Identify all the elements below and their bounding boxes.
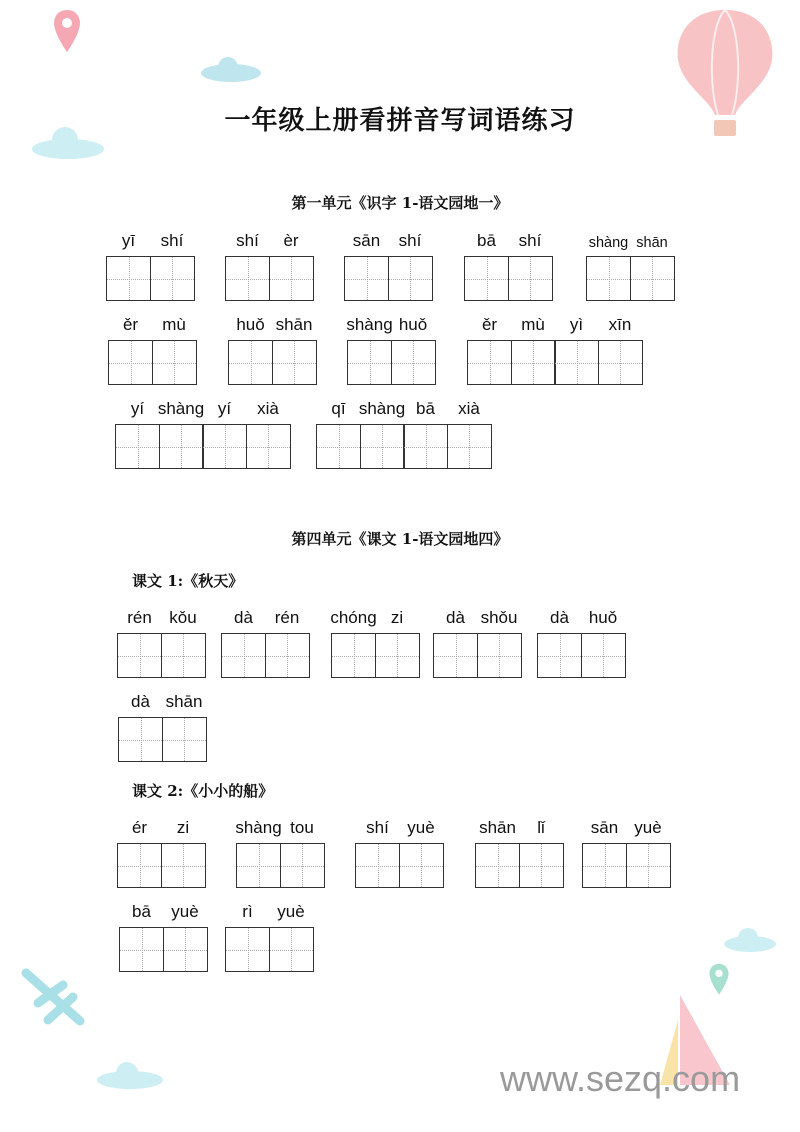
- pinyin-label: xīn: [608, 315, 632, 334]
- writing-box[interactable]: [316, 399, 361, 469]
- pinyin-label: yuè: [277, 902, 305, 921]
- section-heading-unit-1: 第一单元《识字 1-语文园地一》: [291, 194, 509, 212]
- writing-grid-group: [586, 235, 675, 301]
- writing-grid-group: [119, 902, 208, 972]
- writing-box[interactable]: [630, 235, 675, 301]
- writing-grid-group: [464, 231, 553, 301]
- writing-box[interactable]: [581, 608, 626, 678]
- writing-box[interactable]: [582, 818, 627, 888]
- pinyin-label: lǐ: [537, 818, 545, 837]
- pinyin-label: shàng: [157, 399, 205, 418]
- writing-box[interactable]: [269, 231, 314, 301]
- writing-grid-group: [475, 818, 564, 888]
- pinyin-label: dà: [131, 692, 150, 711]
- pinyin-label: bā: [132, 902, 151, 921]
- writing-grid-group: [225, 902, 314, 972]
- pinyin-label: sān: [352, 231, 381, 250]
- pinyin-label: yuè: [171, 902, 199, 921]
- writing-box[interactable]: [157, 399, 205, 469]
- cloud-icon: [200, 55, 262, 83]
- writing-box[interactable]: [375, 608, 420, 678]
- writing-box[interactable]: [346, 315, 393, 385]
- pinyin-label: shàng: [235, 818, 282, 837]
- writing-box[interactable]: [265, 608, 310, 678]
- pinyin-label: tou: [290, 818, 314, 837]
- writing-grid-group: [355, 818, 444, 888]
- pinyin-label: yí: [217, 399, 232, 418]
- writing-grid-group: [117, 818, 206, 888]
- pinyin-label: dà: [234, 608, 253, 627]
- pinyin-label: ěr: [122, 315, 139, 334]
- writing-grid-group: [117, 608, 206, 678]
- writing-grid-group: [235, 818, 325, 888]
- writing-box[interactable]: [447, 399, 492, 469]
- pinyin-label: zi: [176, 818, 190, 837]
- section-heading-unit-4: 第四单元《课文 1-语文园地四》: [291, 530, 509, 548]
- writing-box[interactable]: [119, 902, 164, 972]
- writing-box[interactable]: [586, 235, 631, 301]
- writing-box[interactable]: [269, 902, 314, 972]
- writing-box[interactable]: [163, 902, 208, 972]
- writing-box[interactable]: [344, 231, 389, 301]
- pinyin-label: shàng: [358, 399, 406, 418]
- pinyin-label: shí: [160, 231, 184, 250]
- writing-box[interactable]: [108, 315, 153, 385]
- writing-grid-group: [221, 608, 310, 678]
- writing-box[interactable]: [508, 231, 553, 301]
- pinyin-label: yuè: [407, 818, 435, 837]
- writing-box[interactable]: [161, 608, 206, 678]
- writing-box[interactable]: [358, 399, 406, 469]
- pinyin-label: ěr: [481, 315, 498, 334]
- writing-grid-group: [118, 692, 207, 762]
- writing-box[interactable]: [280, 818, 325, 888]
- writing-box[interactable]: [388, 231, 433, 301]
- pinyin-label: rén: [274, 608, 300, 627]
- writing-box[interactable]: [355, 818, 400, 888]
- writing-box[interactable]: [272, 315, 317, 385]
- writing-box[interactable]: [330, 608, 377, 678]
- lesson-heading-1: 课文 1:《秋天》: [132, 572, 244, 590]
- pinyin-label: huǒ: [236, 315, 265, 334]
- pinyin-label: èr: [283, 231, 299, 250]
- pinyin-label: shān: [165, 692, 203, 711]
- writing-box[interactable]: [467, 315, 512, 385]
- pinyin-label: dà: [446, 608, 465, 627]
- writing-grid-group: [433, 608, 522, 678]
- pinyin-label: shān: [275, 315, 313, 334]
- writing-box[interactable]: [519, 818, 564, 888]
- writing-box[interactable]: [464, 231, 509, 301]
- lesson-heading-2: 课文 2:《小小的船》: [132, 782, 274, 800]
- pinyin-label: mù: [162, 315, 186, 334]
- writing-box[interactable]: [399, 818, 444, 888]
- pinyin-label: shān: [479, 818, 516, 837]
- writing-box[interactable]: [221, 608, 266, 678]
- writing-box[interactable]: [118, 692, 163, 762]
- pinyin-label: shí: [398, 231, 422, 250]
- writing-box[interactable]: [391, 315, 436, 385]
- writing-grid-group: [344, 231, 433, 301]
- writing-box[interactable]: [228, 315, 273, 385]
- writing-box[interactable]: [106, 231, 151, 301]
- pinyin-label: yī: [121, 231, 136, 250]
- writing-box[interactable]: [246, 399, 291, 469]
- pinyin-label: chóng: [330, 608, 377, 627]
- writing-box[interactable]: [477, 608, 522, 678]
- pinyin-label: huǒ: [398, 315, 428, 334]
- writing-box[interactable]: [152, 315, 197, 385]
- pinyin-label: shān: [636, 235, 668, 251]
- pinyin-label: qī: [331, 399, 346, 418]
- writing-box[interactable]: [161, 818, 206, 888]
- writing-grid-group: [346, 315, 436, 385]
- pinyin-label: sān: [590, 818, 619, 837]
- pinyin-label: shǒu: [480, 608, 518, 627]
- pinyin-label: shàng: [346, 315, 393, 334]
- writing-grid-group: [115, 399, 291, 469]
- writing-box[interactable]: [554, 315, 599, 385]
- pinyin-label: rén: [127, 608, 152, 627]
- writing-grid-group: [582, 818, 671, 888]
- writing-grid-group: [467, 315, 643, 385]
- writing-grid-group: [537, 608, 626, 678]
- writing-grid-group: [316, 399, 492, 469]
- writing-grid-group: [228, 315, 317, 385]
- pinyin-label: bā: [416, 399, 435, 418]
- writing-grid-group: [330, 608, 420, 678]
- writing-box[interactable]: [537, 608, 582, 678]
- airplane-icon: [18, 965, 88, 1035]
- pinyin-label: shí: [518, 231, 542, 250]
- pinyin-label: huǒ: [588, 608, 618, 627]
- pinyin-label: yuè: [634, 818, 662, 837]
- pinyin-label: zi: [390, 608, 404, 627]
- pinyin-label: rì: [242, 902, 253, 921]
- writing-box[interactable]: [626, 818, 671, 888]
- pinyin-label: shàng: [588, 235, 629, 251]
- pinyin-label: kǒu: [169, 608, 197, 627]
- writing-box[interactable]: [598, 315, 643, 385]
- pinyin-label: mù: [521, 315, 545, 334]
- writing-box[interactable]: [225, 902, 270, 972]
- pinyin-label: ér: [131, 818, 148, 837]
- cloud-icon: [95, 1060, 165, 1090]
- page-title: 一年级上册看拼音写词语练习: [224, 106, 576, 136]
- pinyin-label: yí: [130, 399, 145, 418]
- writing-box[interactable]: [117, 608, 162, 678]
- writing-box[interactable]: [115, 399, 160, 469]
- writing-box[interactable]: [117, 818, 162, 888]
- pinyin-label: dà: [550, 608, 569, 627]
- watermark: www.sezq.com: [500, 1058, 741, 1099]
- writing-grid-group: [108, 315, 197, 385]
- writing-box[interactable]: [511, 315, 556, 385]
- pinyin-label: xià: [257, 399, 279, 418]
- location-pin-icon: [52, 8, 82, 56]
- writing-box[interactable]: [225, 231, 270, 301]
- pinyin-label: bā: [477, 231, 496, 250]
- pinyin-label: shí: [366, 818, 389, 837]
- pinyin-label: xià: [458, 399, 480, 418]
- writing-box[interactable]: [235, 818, 282, 888]
- writing-box[interactable]: [202, 399, 247, 469]
- writing-box[interactable]: [403, 399, 448, 469]
- writing-box[interactable]: [162, 692, 207, 762]
- writing-box[interactable]: [433, 608, 478, 678]
- cloud-icon: [722, 926, 777, 954]
- writing-grid-group: [106, 231, 195, 301]
- writing-box[interactable]: [150, 231, 195, 301]
- writing-grid-group: [225, 231, 314, 301]
- pinyin-label: yì: [569, 315, 584, 334]
- pinyin-label: shí: [236, 231, 259, 250]
- writing-box[interactable]: [475, 818, 520, 888]
